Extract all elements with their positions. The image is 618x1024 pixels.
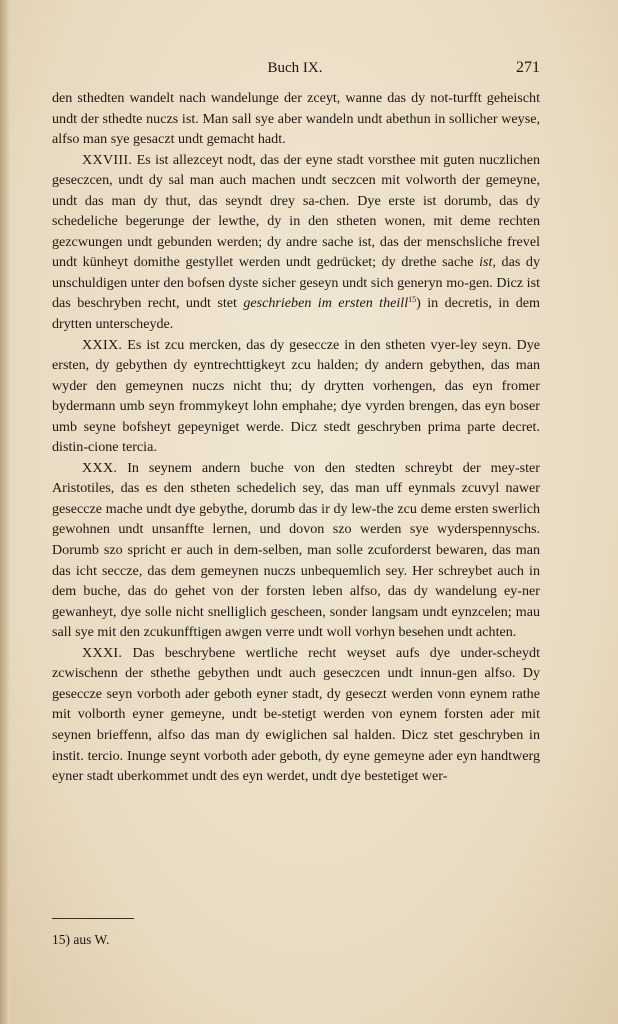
paragraph-xxix [52, 335, 540, 458]
paragraph-text: In seynem andern buche von den stedten schreybt der mey-ster Aristotiles, das es den stheten schedelich sey, das man uff eynmals zcuvyl nawer geseccze mache undt dye gebythe, dorumb das ir dy lew-the zcu deme ersten swerlich gewohnen undt unsanffte lernen, und dovon szo werden sye wyderspennyschs. Dorumb szo spricht er auch in dem-selben, man solle zcuforderst bewaren, das man das icht seccze, das dem gemeynen nuczs unbequemlich sey. Her schreybet auch in dem buche, das do gehet von der forsten leben alfso, das dy wandelung ey-ner gewanheyt, dye solle nicht snelliglich gescheen, sonder langsam undt eynzcelen; mau sall sye mit den zcukunfftigen awgen verre undt woll vorhyn besehen undt achten. [52, 459, 540, 641]
page-header [50, 60, 540, 80]
page-number: 271 [516, 59, 540, 76]
paragraph-text: Es ist zcu mercken, das dy geseccze in den stheten vyer-ley seyn. Dye ersten, dy gebythen dy eyntrechttigkeyt zcu halden; dy andern gebythen, das man wyder den gemeynen nuczs nicht thu; dy drytten vorhengen, das eyn fromer bydermann umb seyn frommykeyt lohn emphahe; dye vyrden brengen, das eyn boser umb seyne bofsheyt gepeyniget werde. Dicz stedt geschryben prima parte decret. distin-cione tercia. [52, 336, 540, 456]
paragraph-text: das dy unschuldigen unter den bofsen dyste sicher geseyn undt sich generyn mo-gen. Dicz ist das beschryben recht, undt stet [52, 254, 540, 312]
paragraph-text: Es ist allezceyt nodt, das der eyne stadt vorsthee mit guten nuczlichen geseczcen, undt dy sal man auch machen undt seczcen mit volworth der gemeyne, undt das man dy thut, das seyndt drey sa-chen. Dye erste ist dorumb, das dy schedeliche begerunge der lewthe, dy in den stheten wonen, mit deme rechten gezcwungen undt gebunden werden; dy andre sache ist, das der menschsliche frevel undt künheyt domithe gestyllet werden undt gedrücket; dy drethe sache [52, 151, 540, 271]
section-number: XXX. [82, 459, 118, 476]
body-text [52, 88, 540, 787]
footnote-reference[interactable]: 15 [408, 295, 417, 305]
footnote-divider [52, 918, 134, 919]
paragraph-xxx [52, 458, 540, 643]
paragraph-text: ) in decretis, in dem drytten unterscheyde. [52, 295, 540, 333]
paragraph-xxviii [52, 150, 540, 335]
section-number: XXXI. [82, 644, 123, 661]
section-number: XXVIII. [82, 151, 133, 168]
running-head: Buch IX. [267, 60, 323, 76]
section-number: XXIX. [82, 336, 123, 353]
paragraph-xxxi [52, 643, 540, 787]
paragraph-text: Das beschrybene wertliche recht weyset aufs dye under-scheydt zcwischenn der sthethe gebythen undt auch geseczcen undt innun-gen alfso. Dy geseccze seyn vorboth ader geboth eyner stadt, dy geseczt werden vonn eynem rathe mit volborth eyner gemeyne, undt be-stetigt werden von eynem forsten ader mit seynen brieffenn, alfso das man dy ewiglichen sal halden. Dicz stet geschryben in instit. tercio. Inunge seynt vorboth ader geboth, dy eyne gemeyne ader eyn handtwerg eyner stadt uberkommet undt des eyn werdet, undt dye bestetiget wer- [52, 644, 540, 785]
italic-phrase: geschrieben im ersten theill [243, 295, 409, 312]
page-edge-shadow [0, 0, 10, 1024]
paragraph-continuation: den sthedten wandelt nach wandelunge der zceyt, wanne das dy not-turfft geheischt undt der sthedte nuczs ist. Man sall sye aber wandeln undt abethun in sollicher weyse, alfso man sye gesaczt undt gemacht hadt. [52, 90, 540, 148]
footnote: 15) aus W. [52, 932, 110, 947]
italic-word: ist, [479, 254, 496, 271]
